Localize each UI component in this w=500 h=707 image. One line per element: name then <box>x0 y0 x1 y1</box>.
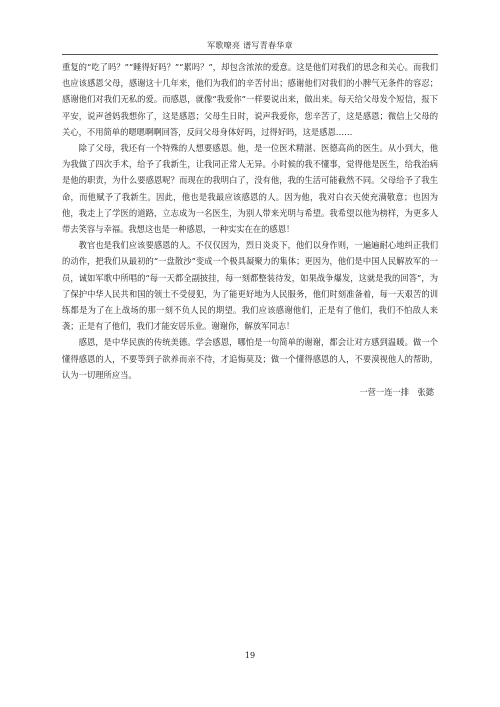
author-signature: 一营一连一排 张懿 <box>359 387 434 398</box>
page-number: 19 <box>244 651 256 660</box>
page-header: 军歌嘹亮 谱写青春华章 <box>207 41 293 50</box>
header-rule <box>62 54 438 55</box>
essay-body <box>62 59 438 399</box>
paragraph-conclusion: 感恩，是中华民族的传统美德。学会感恩，哪怕是一句简单的谢谢，都会让对方感到温暖。做一个懂得感恩的人，不要等到子欲养而亲不待，才追悔莫及；做一个懂得感恩的人，不要漠视他人的帮助，认为一切理所应当。 <box>62 337 438 380</box>
paragraph-parents-gratitude: 重复的“吃了吗？”“睡得好吗？”“累吗？”，却包含浓浓的爱意。这是他们对我们的思念和关心。而我们也应该感恩父母，感谢这十几年来，他们为我们的辛苦付出；感谢他们对我们的小脾气无条件的容忍；感谢他们对我们无私的爱。而感恩，就像“我爱你”一样要说出来，做出来。每天给父母发个短信，报下平安，说声爸妈我想你了，这是感恩；父母生日时，说声我爱你，您辛苦了，这是感恩；微信上父母的关心，不用简单的嗯嗯啊啊回答，反问父母身体好吗，过得好吗，这是感恩…… <box>62 62 438 137</box>
paragraph-doctor-gratitude: 除了父母，我还有一个特殊的人想要感恩。他，是一位医术精湛、医德高尚的医生。从小到大，他为我做了四次手术，给予了我新生，让我同正常人无异。小时候的我不懂事，觉得他是医生，给我治病是他的职责，为什么要感恩呢？而现在的我明白了，没有他，我的生活可能截然不同。父母给予了我生命，而他赋予了我新生。因此，他也是我最应该感恩的人。因为他，我对白衣天使充满敬意；也因为他，我走上了学医的道路，立志成为一名医生，为别人带来光明与希望。我希望以他为榜样，为更多人带去笑容与幸福。我想这也是一种感恩，一种实实在在的感恩！ <box>62 143 438 235</box>
paragraph-instructor-gratitude: 教官也是我们应该要感恩的人。不仅仅因为，烈日炎炎下，他们以身作则，一遍遍耐心地纠正我们的动作，把我们从最初的“一盘散沙”变成一个极具凝聚力的集体；更因为，他们是中国人民解放军的一员，诚如军歌中所唱的“每一天都全副披挂，每一刻都整装待发，如果战争爆发，这就是我的回答”，为了保护中华人民共和国的领土不受侵犯，为了能更好地为人民服务，他们时刻准备着，每一天艰苦的训练都是为了在上战场的那一刻不负人民的期望。我们应该感谢他们，正是有了他们，我们不怕敌人来袭；正是有了他们，我们才能安居乐业。谢谢你，解放军同志！ <box>62 240 438 332</box>
